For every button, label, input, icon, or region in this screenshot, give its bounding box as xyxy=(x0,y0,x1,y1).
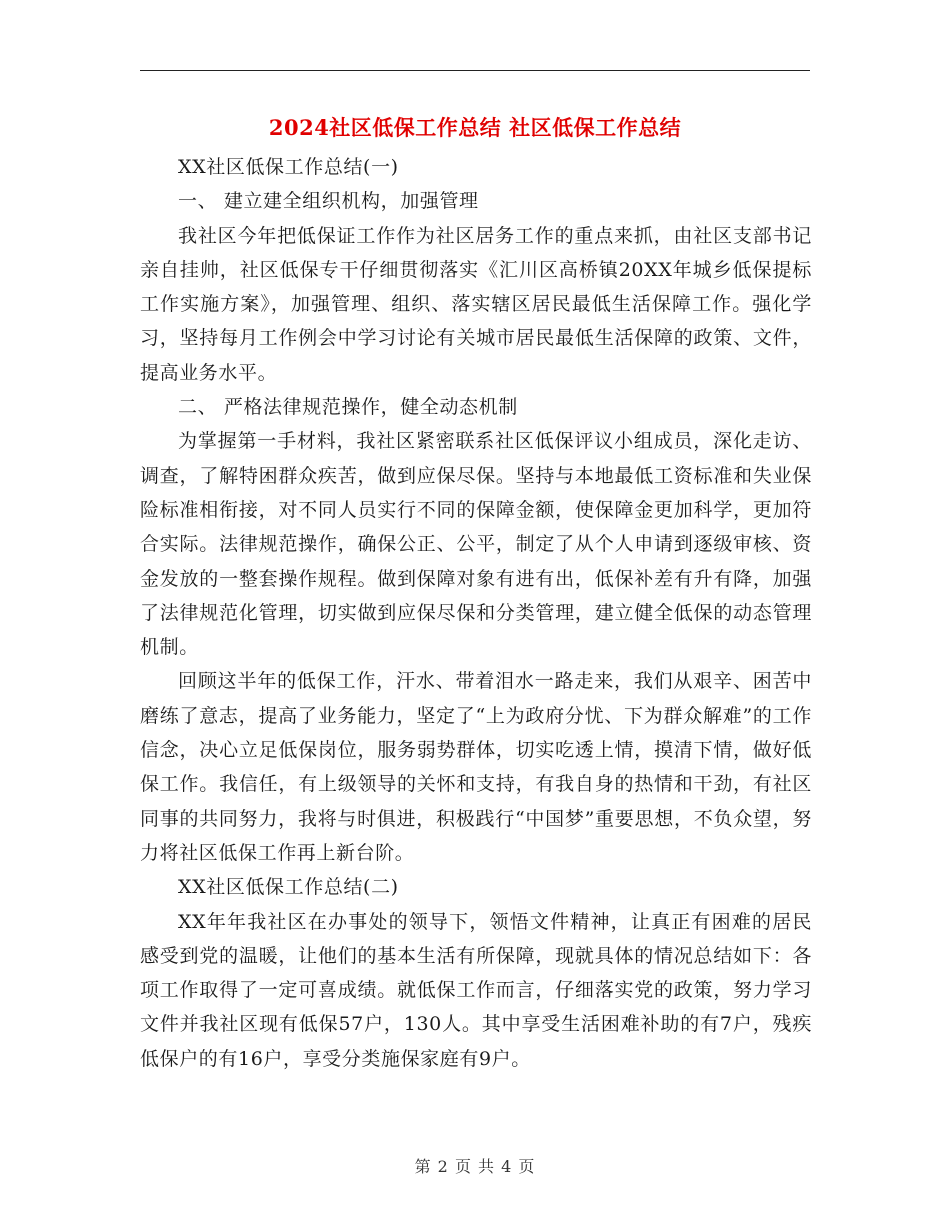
paragraph-3: 回顾这半年的低保工作，汗水、带着泪水一路走来，我们从艰辛、困苦中磨练了意志，提高了业务能力，坚定了“上为政府分忧、下为群众解难”的工作信念，决心立足低保岗位，服务弱势群体，切实吃透上情，摸清下情，做好低保工作。我信任，有上级领导的关怀和支持，有我自身的热情和干劲，有社区同事的共同努力，我将与时俱进，积极践行“中国梦”重要思想，不负众望，努力将社区低保工作再上新台阶。 xyxy=(140,670,812,864)
paragraph-1: 我社区今年把低保证工作作为社区居务工作的重点来抓，由社区支部书记亲自挂帅，社区低保专干仔细贯彻落实《汇川区高桥镇20XX年城乡低保提标工作实施方案》，加强管理、组织、落实辖区居民最低生活保障工作。强化学习，坚持每月工作例会中学习讨论有关城市居民最低生活保障的政策、文件，提高业务水平。 xyxy=(140,224,812,384)
paragraph-4: XX年年我社区在办事处的领导下，领悟文件精神，让真正有困难的居民感受到党的温暖，让他们的基本生活有所保障，现就具体的情况总结如下：各项工作取得了一定可喜成绩。就低保工作而言，仔细落实党的政策，努力学习文件并我社区现有低保57户，130人。其中享受生活困难补助的有7户，残疾低保户的有16户，享受分类施保家庭有9户。 xyxy=(140,910,812,1070)
paragraph-2: 为掌握第一手材料，我社区紧密联系社区低保评议小组成员，深化走访、调查，了解特困群众疾苦，做到应保尽保。坚持与本地最低工资标准和失业保险标准相衔接，对不同人员实行不同的保障金额，使保障金更加科学，更加符合实际。法律规范操作，确保公正、公平，制定了从个人申请到逐级审核、资金发放的一整套操作规程。做到保障对象有进有出，低保补差有升有降，加强了法律规范化管理，切实做到应保尽保和分类管理，建立健全低保的动态管理机制。 xyxy=(140,430,812,659)
page-number-footer: 第 2 页 共 4 页 xyxy=(414,1157,536,1176)
subheading-1: 一、 建立建全组织机构，加强管理 xyxy=(178,190,479,213)
section-title-1: XX社区低保工作总结(一) xyxy=(178,156,399,178)
document-body xyxy=(140,150,812,1076)
section-title-2: XX社区低保工作总结(二) xyxy=(178,876,399,899)
subheading-2: 二、 严格法律规范操作，健全动态机制 xyxy=(178,396,518,419)
document-title: 2024社区低保工作总结 社区低保工作总结 xyxy=(268,115,682,140)
header-rule xyxy=(140,70,810,71)
